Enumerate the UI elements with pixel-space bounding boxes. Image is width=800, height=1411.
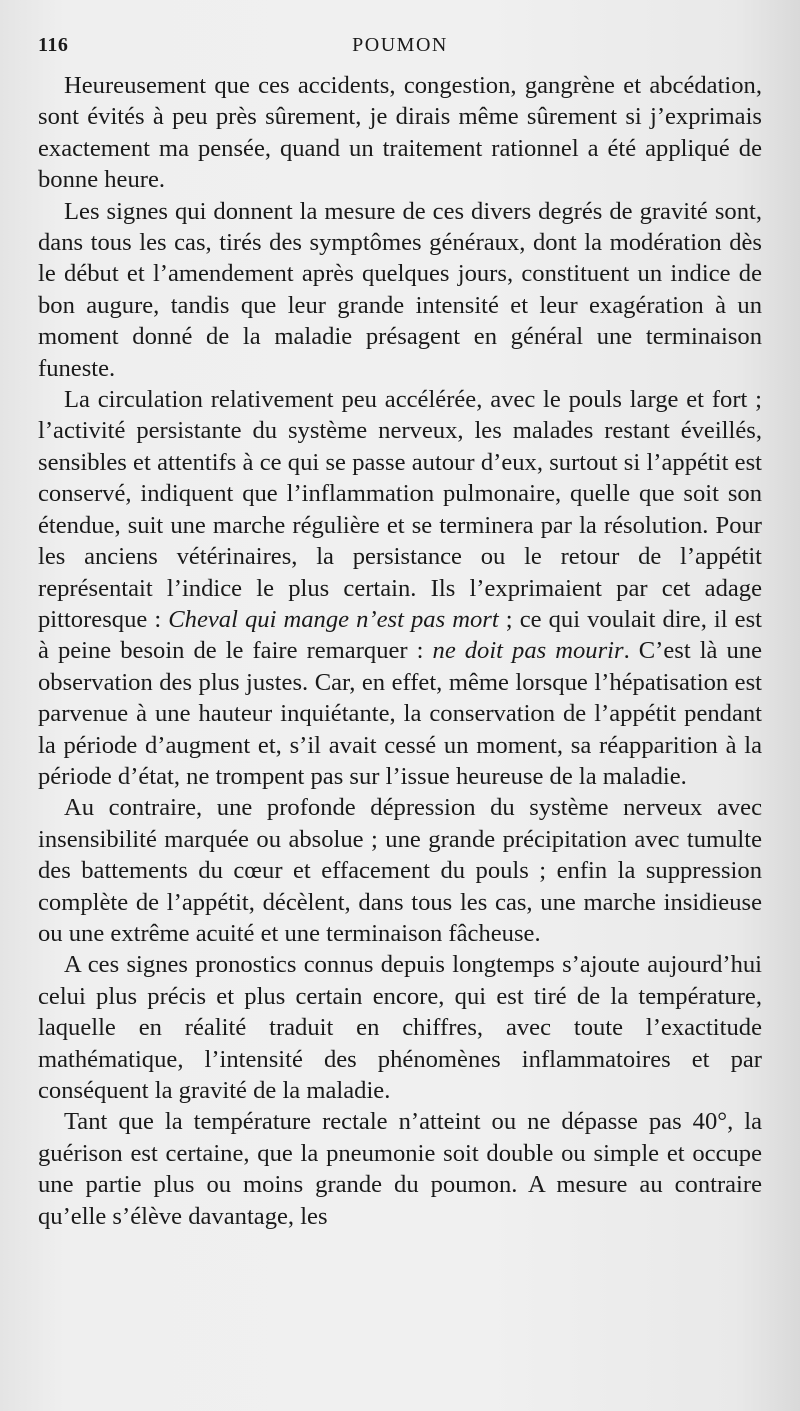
page-header — [38, 30, 762, 70]
paragraph-3-text-2: ; ce qui voulait dire, il est à peine besoin de le faire remarquer : — [38, 605, 762, 665]
body-text — [38, 70, 762, 1232]
page-number: 116 — [38, 34, 69, 56]
paragraph-3-text-3: . C’est là une observation des plus justes. Car, en effet, même lorsque l’hépatisation est parvenue à une hauteur inquiétante, la conservation de l’appétit pendant la période d’augment et, s’il avait cessé un moment, sa réapparition à la période d’état, ne trompent pas sur l’issue heureuse de la maladie. — [38, 637, 762, 790]
paragraph-1: Heureusement que ces accidents, congestion, gangrène et abcédation, sont évités à peu près sûrement, je dirais même sûrement si j’exprimais exactement ma pensée, quand un traitement rationnel a été appliqué de bonne heure. — [38, 72, 762, 194]
paragraph-3-text-1: La circulation relativement peu accélérée, avec le pouls large et fort ; l’activité persistante du système nerveux, les malades restant éveillés, sensibles et attentifs à ce qui se passe autour d’eux, surtout si l’appétit est conservé, indiquent que l’inflammation pulmonaire, quelle que soit son étendue, suit une marche régulière et se terminera par la résolution. Pour les anciens vétérinaires, la persistance ou le retour de l’appétit représentait l’indice le plus certain. Ils l’exprimaient par cet adage pittoresque : — [38, 386, 762, 633]
paragraph-5: A ces signes pronostics connus depuis longtemps s’ajoute aujourd’hui celui plus précis et plus certain encore, qui est tiré de la température, laquelle en réalité traduit en chiffres, avec toute l’exactitude mathématique, l’intensité des phénomènes inflammatoires et par conséquent la gravité de la maladie. — [38, 951, 762, 1104]
paragraph-4: Au contraire, une profonde dépression du système nerveux avec insensibilité marquée ou absolue ; une grande précipitation avec tumulte des battements du cœur et effacement du pouls ; enfin la suppression complète de l’appétit, décèlent, dans tous les cas, une marche insidieuse ou une extrême acuité et une terminaison fâcheuse. — [38, 794, 762, 947]
running-title: POUMON — [352, 34, 448, 56]
paragraph-3-italic-adage: Cheval qui mange n’est pas mort — [168, 605, 499, 633]
paragraph-3 — [38, 384, 762, 792]
paragraph-3-italic-meaning: ne doit pas mourir — [432, 637, 624, 665]
paragraph-2: Les signes qui donnent la mesure de ces divers degrés de gravité sont, dans tous les cas, tirés des symptômes généraux, dont la modération dès le début et l’amendement après quelques jours, constituent un indice de bon augure, tandis que leur grande intensité et leur exagération à un moment donné de la maladie présagent en général une terminaison funeste. — [38, 197, 762, 382]
paragraph-6: Tant que la température rectale n’atteint ou ne dépasse pas 40°, la guérison est certaine, que la pneumonie soit double ou simple et occupe une partie plus ou moins grande du poumon. A mesure au contraire qu’elle s’élève davantage, les — [38, 1108, 762, 1230]
